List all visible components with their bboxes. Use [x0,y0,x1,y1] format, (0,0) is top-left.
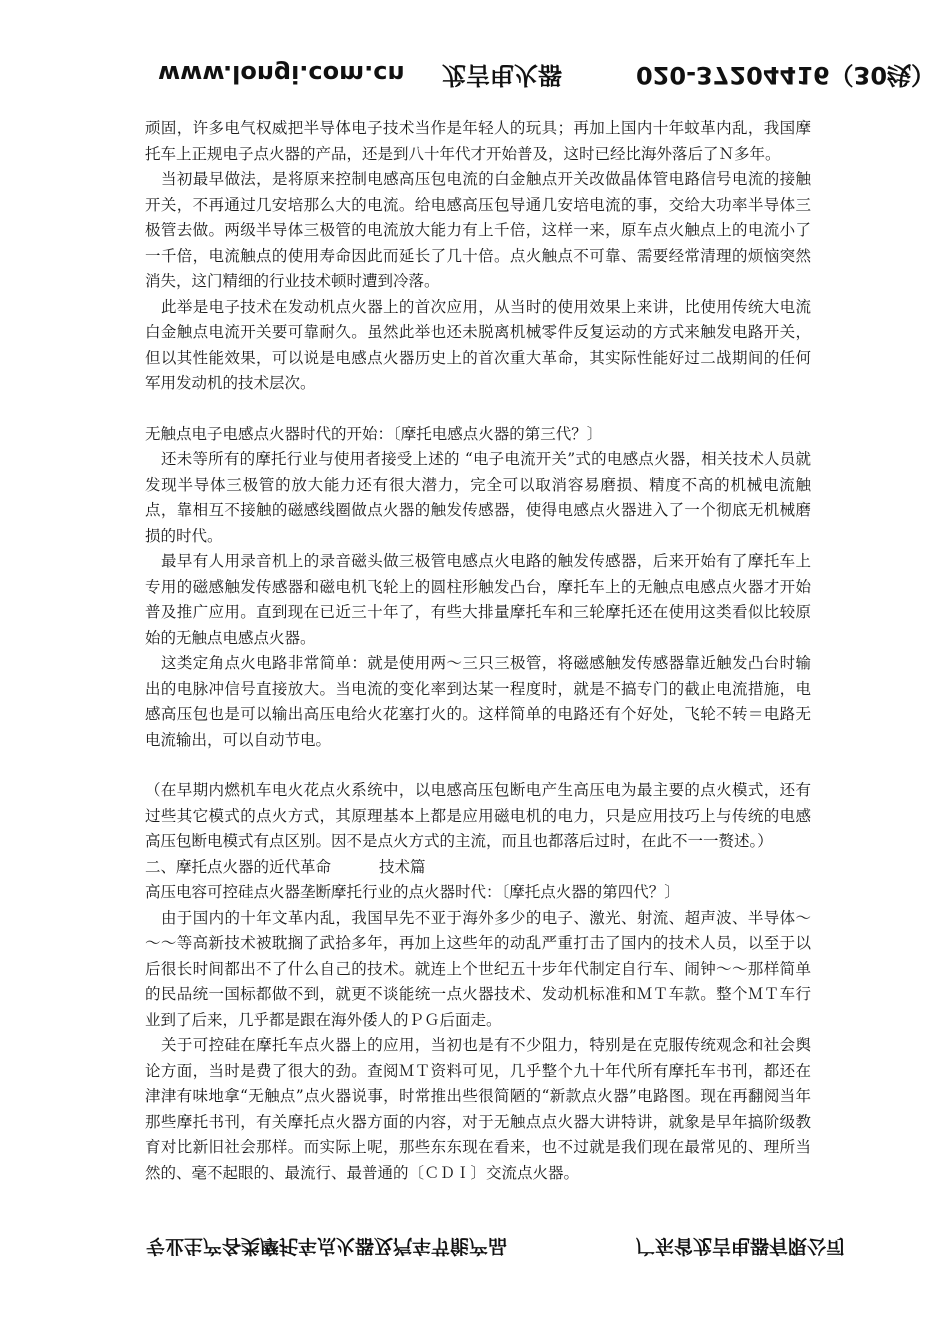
paragraph-fixed-angle: 这类定角点火电路非常简单：就是使用两～三只三极管，将磁感触发传感器靠近触发凸台时输出的电脉冲信号直接放大。当电流的变化率到达某一程度时，就是不搞专门的截止电流措施，电感高压包也是可以输出高压电给火花塞打火的。这样简单的电路还有个好处，飞轮不转＝电路无电流输出，可以自动节电。 [145,654,811,749]
paragraph-scr-application: 关于可控硅在摩托车点火器上的应用，当初也是有不少阻力，特别是在克服传统观念和社会舆论方面，当时是费了很大的劲。查阅ＭＴ资料可见，几乎整个九十年代所有摩托车书刊，都还在津津有味地拿“无触点”点火器说事，时常推出些很简陋的“新款点火器”电路图。现在再翻阅当年那些摩托书刊，有关摩托点火器方面的内容，对于无触点点火器大讲特讲，就象是早年搞阶级教育对比新旧社会那样。而实际上呢，那些东东现在看来，也不过就是我们现在最常见的、理所当然的、毫不起眼的、最流行、最普通的〔ＣＤＩ〕交流点火器。 [145,1036,811,1182]
header-company: 龙吉电火器 [442,61,562,89]
page-footer [0,1234,950,1274]
section-heading-fourth-generation: 高压电容可控硅点火器垄断摩托行业的点火器时代：〔摩托点火器的第四代？〕 [145,883,680,901]
section-title: 二、摩托点火器的近代革命 [145,857,332,876]
footer-slogan: 专业生产各类摩托车点火器及汽车节能产品 [146,1235,508,1257]
paragraph-first-application: 此举是电子技术在发动机点火器上的首次应用，从当时的使用效果上来讲，比使用传统大电流白金触点电流开关要可靠耐久。虽然此举也还未脱离机械零件反复运动的方式来触发电路开关，但以其性能效果，可以说是电感点火器历史上的首次重大革命，其实际性能好过二战期间的任何军用发动机的技术层次。 [145,297,811,392]
paragraph-cultural-revolution: 由于国内的十年文革内乱，我国早先不亚于海外多少的电子、激光、射流、超声波、半导体～～～等高新技术被耽搁了武拾多年，再加上这些年的动乱严重打击了国内的技术人员，以至于以后很长时间都出不了什么自己的技术。就连上个世纪五十步年代制定自行车、闹钟～～那样简单的民品统一国标都做不到，就更不谈能统一点火器技术、发动机标准和ＭＴ车款。整个ＭＴ车行业到了后来，几乎都是跟在海外倭人的ＰＧ后面走。 [145,908,811,1029]
paragraph-contactless: 还未等所有的摩托行业与使用者接受上述的 “电子电流开关”式的电感点火器，相关技术人员就发现半导体三极管的放大能力还有很大潜力，完全可以取消容易磨损、精度不高的机械电流触点，靠相互不接触的磁感线圈做点火器的触发传感器，使得电感点火器进入了一个彻底无机械磨损的时代。 [145,450,811,545]
header-website: www.longi.com.cn [158,60,405,88]
section-heading-modern-revolution [145,855,811,881]
paragraph-magnetic-head: 最早有人用录音机上的录音磁头做三极管电感点火电路的触发传感器，后来开始有了摩托车上专用的磁感触发传感器和磁电机飞轮上的圆柱形触发凸台，摩托车上的无触点电感点火器才开始普及推广应用。直到现在已近三十年了，有些大排量摩托车和三轮摩托还在使用这类看似比较原始的无触点电感点火器。 [145,552,811,647]
footer-company: 广东省龙吉电器有限公司 [636,1235,846,1257]
page-header [0,60,950,110]
document-body [145,116,811,1186]
section-heading-third-generation: 无触点电子电感点火器时代的开始：〔摩托电感点火器的第三代？〕 [145,424,603,443]
paragraph-note: （在早期内燃机车电火花点火系统中，以电感高压包断电产生高压电为最主要的点火模式，还有过些其它模式的点火方式，其原理基本上都是应用磁电机的电力，只是应用技巧上与传统的电感高压包断电模式有点区别。因不是点火方式的主流，而且也都落后过时，在此不一一赘述。） [145,781,811,850]
section-subtitle: 技术篇 [379,857,426,876]
paragraph-continuation: 顽固，许多电气权威把半导体电子技术当作是年轻人的玩具；再加上国内十年蚊革内乱，我国摩托车上正规电子点火器的产品，还是到八十年代才开始普及，这时已经比海外落后了Ｎ多年。 [145,119,811,163]
paragraph-gap [145,397,811,422]
header-phone: 020-37204416（30线） [636,61,936,89]
paragraph-early-method: 当初最早做法，是将原来控制电感高压包电流的白金触点开关改做晶体管电路信号电流的接触开关，不再通过几安培那么大的电流。给电感高压包导通几安培电流的事，交给大功率半导体三极管去做。两级半导体三极管的电流放大能力有上千倍，这样一来，原车点火触点上的电流小了一千倍，电流触点的使用寿命因此而延长了几十倍。点火触点不可靠、需要经常清理的烦恼突然消失，这门精细的行业技术顿时遭到冷落。 [145,170,811,290]
paragraph-gap [145,753,811,778]
